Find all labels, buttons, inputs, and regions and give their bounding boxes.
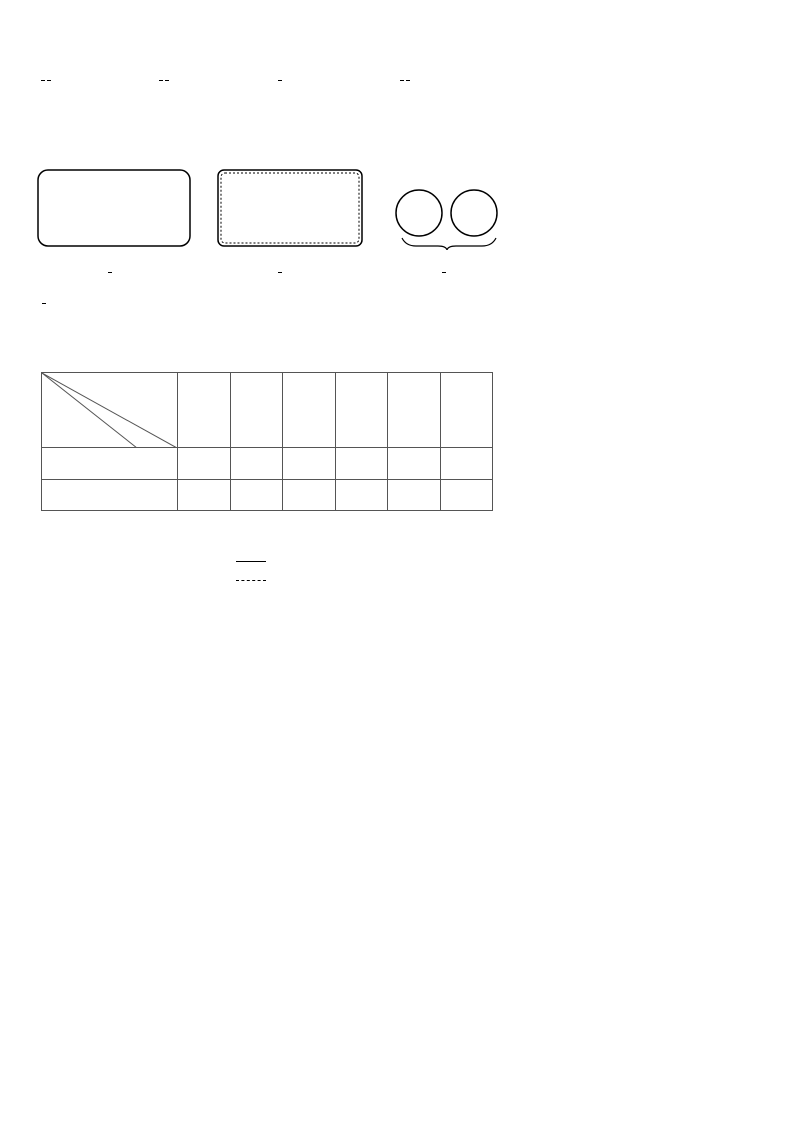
- apple-box: [38, 170, 190, 246]
- month-header: [230, 373, 283, 448]
- diagonal-header: [42, 373, 178, 448]
- fraction: [159, 80, 163, 81]
- circle-pie-2: [451, 190, 497, 236]
- fraction: [406, 80, 410, 81]
- brace: [402, 238, 496, 250]
- equation-3: [278, 80, 283, 81]
- q25-frac-3: [442, 262, 446, 281]
- month-header: [178, 373, 231, 448]
- fraction: [47, 80, 51, 81]
- month-header: [440, 373, 493, 448]
- fraction: [41, 80, 45, 81]
- fraction: [400, 80, 404, 81]
- equation-4: [400, 80, 410, 81]
- equation-2: [158, 80, 169, 81]
- fraction: [278, 80, 282, 81]
- circle-pie-1: [396, 190, 442, 236]
- table-row: [42, 480, 493, 511]
- equation-1: [40, 80, 51, 81]
- q25-figures: [36, 168, 506, 250]
- month-header: [335, 373, 388, 448]
- month-header: [283, 373, 336, 448]
- table-row: [42, 448, 493, 480]
- fraction: [165, 80, 169, 81]
- q25-frac-2: [278, 262, 282, 281]
- line-chart: [36, 566, 336, 726]
- question-26: [38, 303, 50, 304]
- peach-box: [218, 170, 362, 246]
- month-header: [388, 373, 441, 448]
- usage-table: [41, 372, 493, 511]
- q25-frac-1: [108, 262, 112, 281]
